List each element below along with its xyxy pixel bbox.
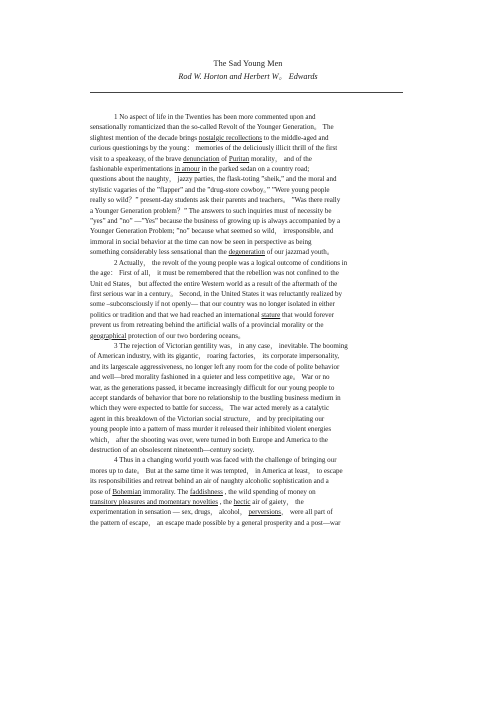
underlined-text: transitory pleasures and momentary novelties (90, 498, 218, 507)
body-text: that would forever (280, 310, 335, 319)
body-line (90, 362, 408, 372)
body-text: experimentation in sensation — sex, drugs， alcohol， (90, 508, 249, 517)
body-line (90, 320, 408, 330)
body-line (90, 268, 408, 278)
body-text: Unit ed States， but affected the entire Western world as a result of the aftermath of the (90, 279, 338, 288)
body-line (90, 466, 408, 476)
body-text: immoral in social behavior at the time can now be seen in perspective as being (90, 237, 312, 246)
body-line (90, 351, 408, 361)
body-text: destruction of an obsolescent nineteenth—century society. (90, 446, 255, 454)
body-text: agent in this breakdown of the Victorian social structure， and by precipitating our (90, 414, 325, 423)
body-text: sensationally romanticized than the so-called Revolt of the Younger Generation。 The (90, 123, 334, 132)
body-line (90, 258, 408, 268)
body-text: to the middle-aged and (262, 133, 329, 142)
body-line (90, 206, 408, 216)
body-text: visit to a speakeasy, of the brave (90, 154, 184, 163)
body-line (90, 226, 408, 236)
body-text: some –subconsciously if not openly— that our country was no longer isolated in either (90, 300, 335, 309)
body-line (90, 476, 408, 486)
body-text: 1 No aspect of life in the Twenties has been more commented upon and (114, 113, 316, 121)
body-text: first serious war in a century。 Second, in the United States it was reluctantly realized by (90, 289, 343, 298)
body-text: pose of (90, 487, 113, 496)
body-text: war, as the generations passed, it became increasingly difficult for our young people to (90, 383, 335, 392)
body-text: accept standards of behavior that bore no relationship to the bustling business medium in (90, 393, 341, 402)
body-text: air of gaiety， the (250, 498, 304, 507)
body-line (90, 216, 408, 226)
body-line (90, 133, 408, 143)
document-authors: Rod W. Horton and Herbert W。 Edwards (178, 72, 318, 81)
underlined-text: Puritan (228, 154, 250, 163)
document-title: The Sad Young Men (213, 59, 283, 68)
body-text: of American industry, with its gigantic， roaring factories， its corporate impersonality, (90, 352, 340, 361)
underlined-text: geographical (90, 331, 127, 340)
body-line (90, 383, 408, 393)
body-line (90, 122, 408, 132)
body-text: of our jazzmad youth。 (264, 248, 334, 257)
body-text: the pattern of escape， an escape made possible by a general prosperity and a post—war (90, 518, 341, 527)
body-text: of (219, 154, 229, 163)
body-line (90, 507, 408, 517)
document-body (90, 112, 408, 528)
body-text: curious questionings by the young： memories of the deliciously illicit thrill of the first (90, 144, 338, 153)
body-text: 2 Actually， the revolt of the young people was a logical outcome of conditions in (114, 258, 348, 267)
underlined-text: stature (261, 310, 281, 319)
body-line (90, 279, 408, 289)
body-text: stylistic vagaries of the ”flapper” and the ”drug-store cowboy。” ”Were young people (90, 185, 330, 194)
body-text: a Younger Generation problem？” The answers to such inquiries must of necessity be (90, 206, 332, 215)
body-text: fashionable experimentations (90, 165, 175, 174)
underlined-text: in amour (174, 165, 200, 174)
title-divider (90, 92, 403, 93)
body-line (90, 164, 408, 174)
body-text: , the wild spending of money on (222, 487, 316, 496)
body-line (90, 393, 408, 403)
body-line (90, 372, 408, 382)
body-text: morality， and of the (249, 154, 312, 163)
body-text: in the parked sedan on a country road; (199, 165, 310, 174)
body-line (90, 435, 408, 445)
body-text: politics or tradition and that we had reached an international (90, 310, 262, 319)
body-text: which， after the shooting was over, were turned in both Europe and America to the (90, 435, 328, 444)
body-text: questions about the naughty， jazzy parties, the flask-toting ”sheik,” and the moral and (90, 175, 337, 184)
underlined-text: faddishness (190, 487, 223, 496)
body-line (90, 299, 408, 309)
body-line (90, 195, 408, 205)
body-line (90, 518, 408, 528)
underlined-text: denunciation (183, 154, 220, 163)
body-text: ”yes” and ”no” —”Yes” because the business of growing up is always accompanied by a (90, 217, 341, 226)
body-line (90, 414, 408, 424)
body-line (90, 487, 408, 497)
body-line (90, 455, 408, 465)
body-text: 3 The rejection of Victorian gentility was， in any case， inevitable. The booming (114, 341, 348, 350)
body-text: and its largescale aggressiveness, no longer left any room for the code of polite behavior (90, 362, 340, 371)
body-line (90, 247, 408, 257)
body-line (90, 289, 408, 299)
body-text: and well—bred morality fashioned in a quieter and less competitive age。 War or no (90, 373, 330, 382)
body-line (90, 341, 408, 351)
underlined-text: nostalgic recollections (198, 133, 263, 142)
underlined-text: Bohemian (112, 487, 142, 496)
body-text: 4 Thus in a changing world youth was faced with the challenge of bringing our (114, 456, 337, 465)
body-text: something considerably less sensational than the (90, 248, 229, 257)
body-text: , the (217, 498, 234, 507)
body-text: protection of our two bordering oceans。 (126, 331, 245, 340)
body-line (90, 112, 408, 122)
body-line (90, 424, 408, 434)
body-text: immorality. The (141, 487, 191, 496)
body-line (90, 185, 408, 195)
body-text: mores up to date。 But at the same time it was tempted， in America at least， to escape (90, 466, 343, 475)
body-text: young people into a pattern of mass murder it released their inhibited violent energies (90, 425, 332, 434)
body-text: prevent us from retreating behind the artificial walls of a provincial morality or the (90, 321, 324, 330)
body-text: ， were all part of (281, 508, 333, 517)
body-line (90, 497, 408, 507)
body-line (90, 174, 408, 184)
underlined-text: hectic (233, 498, 251, 507)
body-text: which they were expected to battle for success。 The war acted merely as a catalytic (90, 404, 330, 413)
body-text: Younger Generation Problem; ”no” because what seemed so wild， irresponsible, and (90, 227, 334, 236)
body-text: slightest mention of the decade brings (90, 133, 199, 142)
body-line (90, 154, 408, 164)
body-text: its responsibilities and retreat behind an air of naughty alcoholic sophistication and a (90, 477, 329, 486)
body-line (90, 445, 408, 455)
body-text: the age： First of all， it must be remembered that the rebellion was not confined to the (90, 269, 339, 278)
body-text: really so wild？” present-day students ask their parents and teachers。 ”Was there really (90, 196, 341, 205)
body-line (90, 331, 408, 341)
underlined-text: perversions (248, 508, 282, 517)
body-line (90, 143, 408, 153)
body-line (90, 403, 408, 413)
body-line (90, 310, 408, 320)
underlined-text: degeneration (228, 248, 265, 257)
body-line (90, 237, 408, 247)
